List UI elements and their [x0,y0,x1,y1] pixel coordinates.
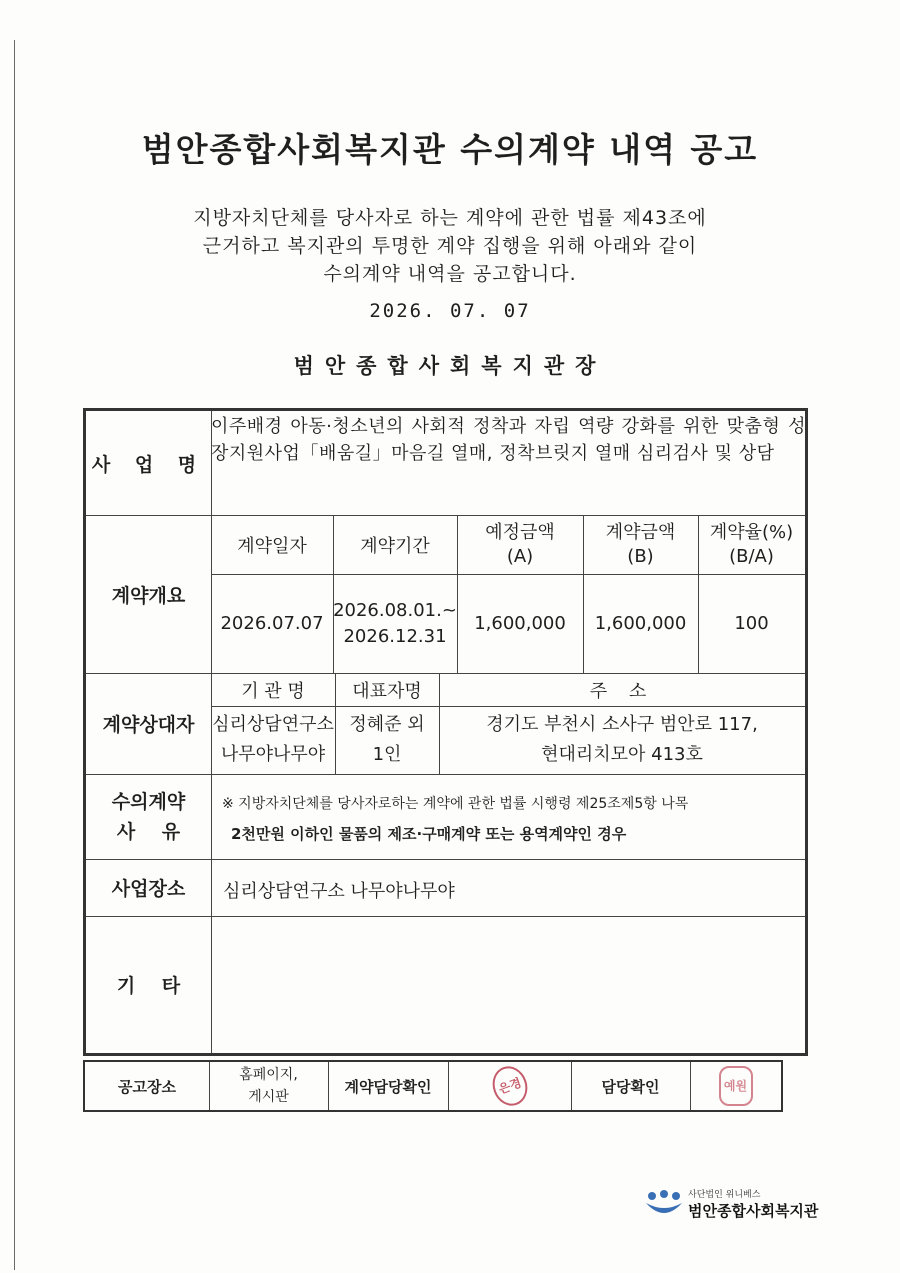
people-hands-icon [644,1189,684,1219]
value-address [439,706,805,774]
intro-line: 지방자치단체를 당사자로 하는 계약에 관한 법률 제43조에 [193,207,707,229]
value-representative [335,706,439,774]
reason-legal-basis: ※ 지방자치단체를 당사자로하는 계약에 관한 법률 시행령 제25조제5항 나목 [222,796,689,812]
org-head-signature: 범안종합사회복지관장 [293,354,607,378]
header-address: 주 소 [589,680,655,702]
header-contract-rate-label: 계약율(%) [709,521,794,543]
logo-name: 범안종합사회복지관 [688,1202,819,1220]
value-period-end: 2026.12.31 [343,625,447,647]
header-org-name: 기 관 명 [241,680,305,702]
header-contract-amount-sub: (B) [627,545,654,567]
value-org-name-line: 나무야나무야 [220,744,326,765]
page-title: 범안종합사회복지관 수의계약 내역 공고 [141,130,759,169]
header-contract-amount [583,515,698,574]
posting-place-line: 게시판 [248,1089,289,1105]
header-estimated-amount-sub: (A) [506,545,534,567]
reason-label-line: 사 유 [116,820,181,843]
header-contract-rate [698,515,805,574]
intro-line: 수의계약 내역을 공고합니다. [323,263,577,285]
value-contract-date: 2026.07.07 [220,613,324,634]
value-contract-rate: 100 [734,613,769,634]
value-org-name [211,706,335,774]
posting-place-line: 홈페이지, [239,1067,298,1083]
value-address-line: 현대리치모아 413호 [541,744,703,765]
value-period-start: 2026.08.01.~ [333,599,457,621]
header-contract-rate-sub: (B/A) [729,545,774,567]
site-value: 심리상담연구소 나무야나무야 [223,881,455,902]
project-name: 이주배경 아동·청소년의 사회적 정착과 자립 역량 강화를 위한 맞춤형 성장지원사업「배움길」마음길 열매, 정착브릿지 열매 심리검사 및 상담 [211,416,806,464]
header-estimated-amount [457,515,583,574]
overview-label: 계약개요 [111,584,186,607]
confirmation-table [83,1060,783,1112]
header-contract-amount-label: 계약금액 [605,521,676,543]
value-contract-period [333,574,457,673]
value-address-line: 경기도 부천시 소사구 범안로 117, [486,714,758,735]
project-label: 사 업 명 [91,453,206,476]
counterparty-label: 계약상대자 [102,714,195,736]
contract-officer-stamp: 은경 [487,1061,533,1110]
officer-confirm-label: 담당확인 [601,1077,660,1096]
reason-label [86,774,211,859]
reason-label-line: 수의계약 [111,790,186,813]
logo-subtitle: 사단법인 위니베스 [688,1190,761,1200]
welfare-center-logo [644,1184,818,1224]
officer-stamp: 예원 [719,1066,753,1106]
intro-line: 근거하고 복지관의 투명한 계약 집행을 위해 아래와 같이 [202,235,698,257]
officer-confirm-stamp-cell [690,1062,781,1110]
value-estimated-amount: 1,600,000 [474,613,566,634]
value-org-name-line: 심리상담연구소 [212,714,334,735]
value-representative-line: 1인 [372,744,402,765]
site-label: 사업장소 [111,878,186,900]
posting-place-label: 공고장소 [118,1077,176,1096]
posting-place-value [209,1062,328,1110]
contract-table [83,408,808,1056]
header-contract-period: 계약기간 [360,535,430,557]
intro-text [0,204,900,288]
reason-condition: 2천만원 이하인 물품의 제조·구매계약 또는 용역계약인 경우 [231,825,627,843]
value-contract-amount: 1,600,000 [594,613,687,634]
etc-label: 기 타 [116,975,181,997]
header-contract-date: 계약일자 [237,535,307,557]
value-representative-line: 정혜준 외 [349,714,425,735]
contract-confirm-label: 계약담당확인 [344,1077,432,1096]
announcement-date: 2026. 07. 07 [369,300,531,322]
header-representative: 대표자명 [352,680,422,702]
contract-confirm-stamp-cell [448,1062,571,1110]
header-estimated-amount-label: 예정금액 [485,521,555,543]
